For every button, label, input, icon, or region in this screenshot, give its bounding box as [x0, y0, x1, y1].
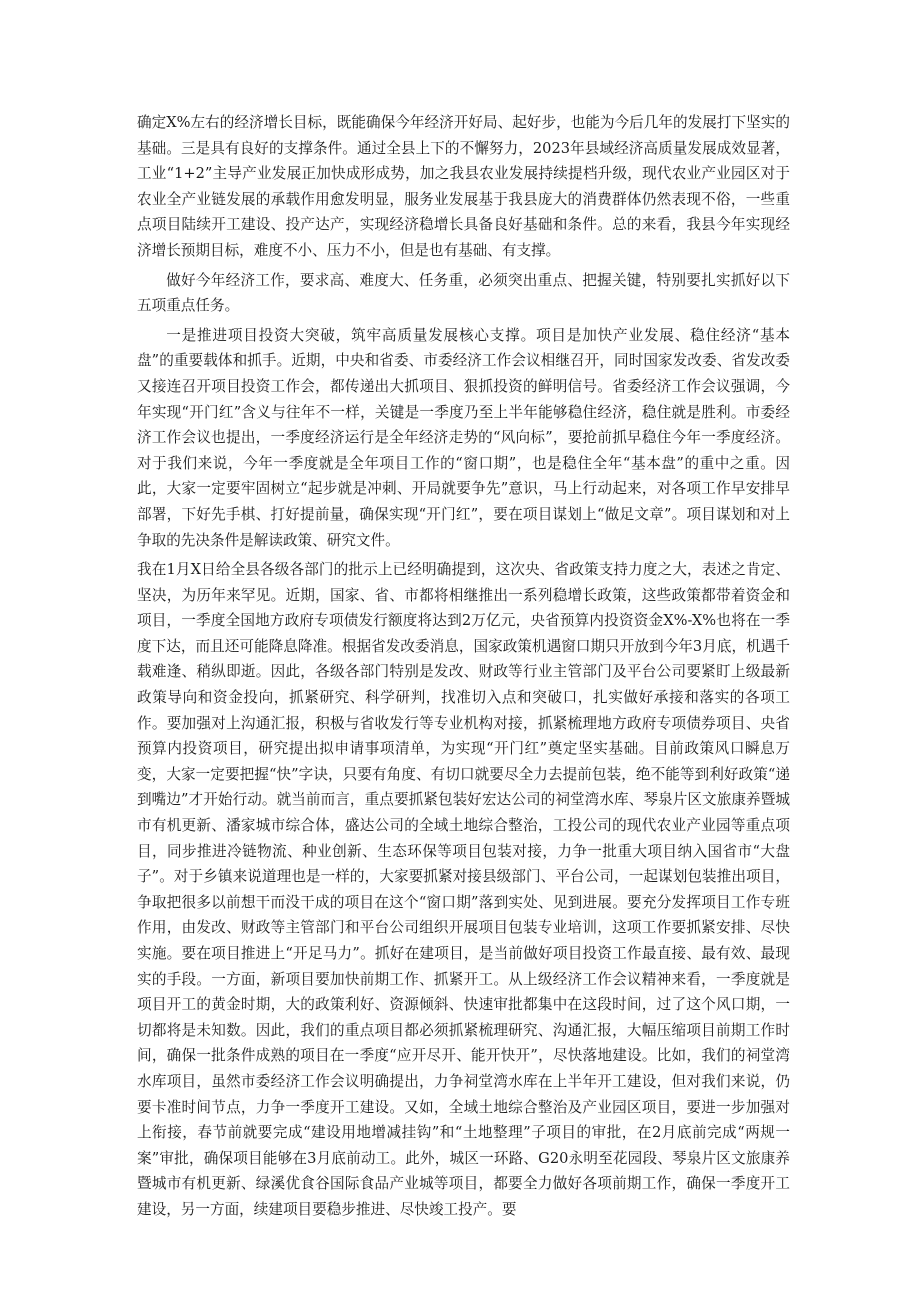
paragraph-key-tasks-intro: 做好今年经济工作，要求高、难度大、任务重，必须突出重点、把握关键，特别要扎实抓好以下五项重点任务。 [137, 271, 790, 315]
paragraph-policy-window: 我在1月X日给全县各级各部门的批示上已经明确提到，这次央、省政策支持力度之大，表述之肯定、坚决，为历年来罕见。近期，国家、省、市都将相继推出一系列稳增长政策，这些政策都带着资金和项目，一季度全国地方政府专项债发行额度将达到2万亿元，央省预算内投资资金X%-X%也将在一季度下达，而且还可能降息降准。根据省发改委消息，国家政策机遇窗口期只开放到今年3月底，机遇千载难逢、稍纵即逝。因此，各级各部门特别是发改、财政等行业主管部门及平台公司要紧盯上级最新政策导向和资金投向，抓紧研究、科学研判，找准切入点和突破口，扎实做好承接和落实的各项工作。要加强对上沟通汇报，积极与省收发行等专业机构对接，抓紧梳理地方政府专项债券项目、央省预算内投资项目，研究提出拟申请事项清单，为实现“开门红”奠定坚实基础。目前政策风口瞬息万变，大家一定要把握“快”字诀，只要有角度、有切口就要尽全力去提前包装，绝不能等到利好政策“递到嘴边”才开始行动。就当前而言，重点要抓紧包装好宏达公司的祠堂湾水库、琴泉片区文旅康养暨城市有机更新、潘家城市综合体，盛达公司的全域土地综合整治，工投公司的现代农业产业园等重点项目，同步推进冷链物流、种业创新、生态环保等项目包装对接，力争一批重大项目纳入国省市“大盘子”。对于乡镇来说道理也是一样的，大家要抓紧对接县级部门、平台公司，一起谋划包装推出项目，争取把很多以前想干而没干成的项目在这个“窗口期”落到实处、见到进展。要充分发挥项目工作专班作用，由发改、财政等主管部门和平台公司组织开展项目包装专业培训，这项工作要抓紧安排、尽快实施。要在项目推进上“开足马力”。抓好在建项目，是当前做好项目投资工作最直接、最有效、最现实的手段。一方面，新项目要加快前期工作、抓紧开工。从上级经济工作会议精神来看，一季度就是项目开工的黄金时期，大的政策利好、资源倾斜、快速审批都集中在这段时间，过了这个风口期，一切都将是未知数。因此，我们的重点项目都必须抓紧梳理研究、沟通汇报，大幅压缩项目前期工作时间，确保一批条件成熟的项目在一季度“应开尽开、能开快开”，尽快落地建设。比如，我们的祠堂湾水库项目，虽然市委经济工作会议明确提出，力争祠堂湾水库在上半年开工建设，但对我们来说，仍要卡准时间节点，力争一季度开工建设。又如，全域土地综合整治及产业园区项目，要进一步加强对上衔接，春节前就要完成“建设用地增减挂钩”和“土地整理”子项目的审批，在2月底前完成“两规一案”审批，确保项目能够在3月底前动工。此外，城区一环路、G20永明至花园段、琴泉片区文旅康养暨城市有机更新、绿溪优食谷国际食品产业城等项目，都要全力做好各项前期工作，确保一季度开工建设，另一方面，续建项目要稳步推进、尽快竣工投产。要 [137, 561, 790, 1218]
paragraph-economic-targets: 确定X%左右的经济增长目标，既能确保今年经济开好局、起好步，也能为今后几年的发展打下坚实的基础。三是具有良好的支撑条件。通过全县上下的不懈努力，2023年县域经济高质量发展成效显著，工业“1+2”主导产业发展正加快成形成势，加之我县农业发展持续提档升级，现代农业产业园区对于农业全产业链发展的承载作用愈发明显，服务业发展基于我县庞大的消费群体仍然表现不俗，一些重点项目陆续开工建设、投产达产，实现经济稳增长具备良好基础和条件。总的来看，我县今年实现经济增长预期目标，难度不小、压力不小，但是也有基础、有支撑。 [137, 114, 790, 259]
paragraph-project-investment: 一是推进项目投资大突破，筑牢高质量发展核心支撑。项目是加快产业发展、稳住经济“基本盘”的重要载体和抓手。近期，中央和省委、市委经济工作会议相继召开，同时国家发改委、省发改委又接连召开项目投资工作会，都传递出大抓项目、狠抓投资的鲜明信号。省委经济工作会议强调，今年实现“开门红”含义与往年不一样，关键是一季度乃至上半年能够稳住经济，稳住就是胜利。市委经济工作会议也提出，一季度经济运行是全年经济走势的“风向标”，要抢前抓早稳住今年一季度经济。对于我们来说，今年一季度就是全年项目工作的“窗口期”，也是稳住全年“基本盘”的重中之重。因此，大家一定要牢固树立“起步就是冲刺、开局就要争先”意识，马上行动起来，对各项工作早安排早部署，下好先手棋、打好提前量，确保实现“开门红”，要在项目谋划上“做足文章”。项目谋划和对上争取的先决条件是解读政策、研究文件。 [137, 326, 790, 549]
